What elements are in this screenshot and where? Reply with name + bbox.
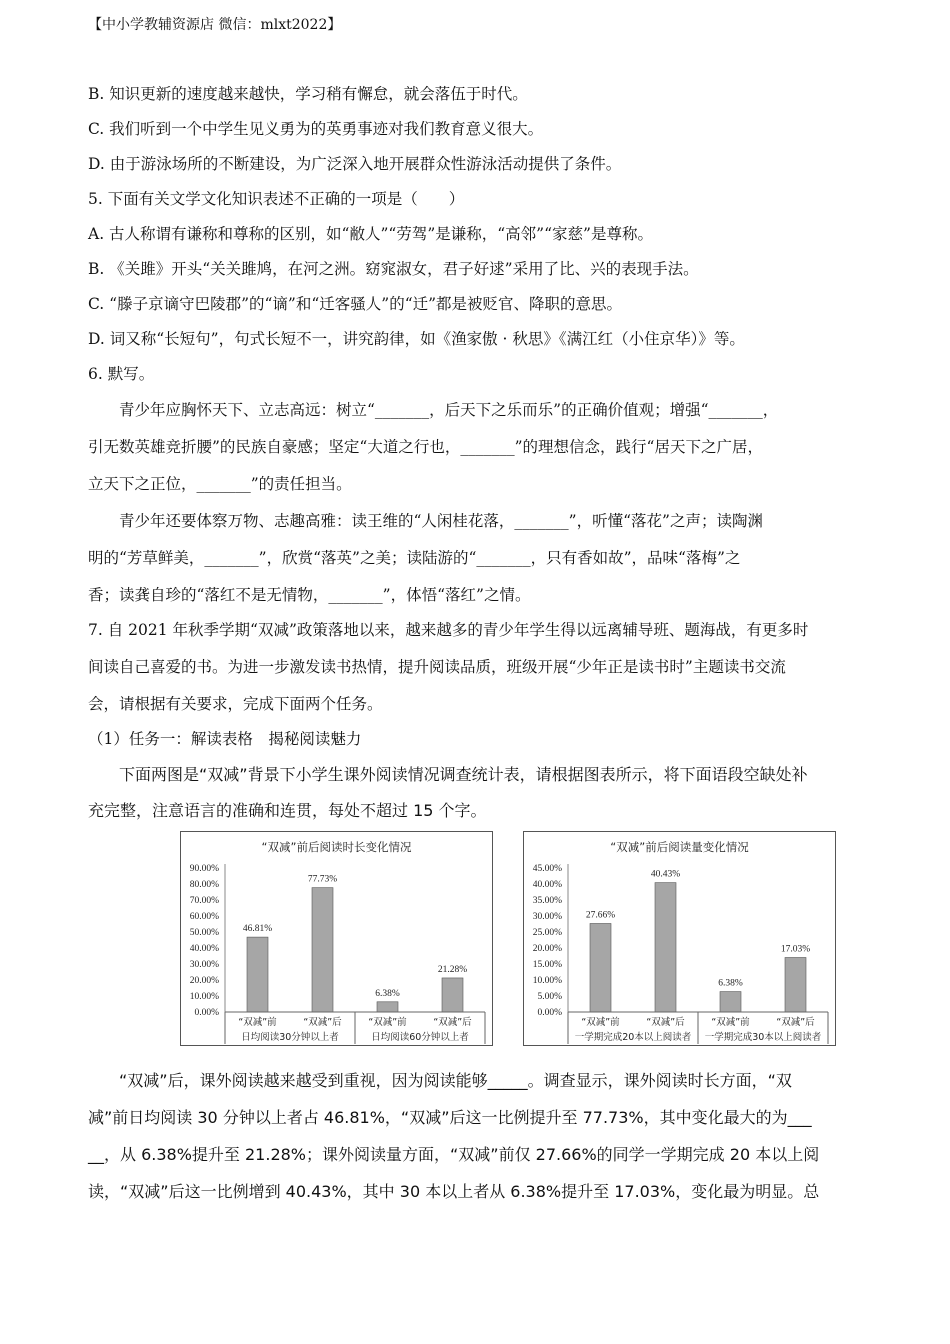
page-header: 【中小学教辅资源店 微信：mlxt2022】 [88, 17, 342, 33]
option-b-line: B. 知识更新的速度越来越快，学习稍有懈怠，就会落伍于时代。 [88, 85, 528, 103]
category-label: “双减”后 [303, 1017, 342, 1028]
category-label: “双减”后 [776, 1017, 815, 1028]
para-line4: 读，“双减”后这一比例增到 40.43%，其中 30 本以上者从 6.38%提升至 17.03%，变化最为明显。总 [88, 1182, 820, 1201]
q5-option-d: D. 词又称“长短句”，句式长短不一，讲究韵律，如《渔家傲 · 秋思》《满江红（小住京华）》等。 [88, 330, 745, 348]
bar [655, 883, 676, 1012]
y-tick-label: 5.00% [537, 992, 562, 1002]
chart-reading-volume-svg [524, 832, 835, 1045]
category-label: “双减”后 [433, 1017, 472, 1028]
y-tick-label: 25.00% [532, 928, 562, 938]
intro-line2: 充完整，注意语言的准确和连贯，每处不超过 15 个字。 [88, 801, 487, 820]
intro-line1: 下面两图是“双减”背景下小学生课外阅读情况调查统计表，请根据图表所示，将下面语段空缺处补 [119, 765, 808, 784]
q5-option-a: A. 古人称谓有谦称和尊称的区别，如“敝人”“劳驾”是谦称，“高邻”“家慈”是尊称。 [88, 225, 653, 243]
question-7-line3: 会，请根据有关要求，完成下面两个任务。 [88, 695, 383, 713]
q6-para2-line2: 明的“芳草鲜美，_______”，欣赏“落英”之美；读陆游的“_______，只有香如故”，品味“落梅”之 [88, 549, 741, 567]
q5-option-b: B. 《关雎》开头“关关雎鸠，在河之洲。窈窕淑女，君子好逑”采用了比、兴的表现手法。 [88, 260, 699, 278]
chart-reading-time-svg [181, 832, 492, 1045]
category-label: “双减”前 [581, 1017, 620, 1028]
group-label: 一学期完成30本以上阅读者 [704, 1032, 822, 1043]
y-tick-label: 30.00% [189, 960, 219, 970]
y-tick-label: 40.00% [189, 944, 219, 954]
bar [312, 888, 333, 1012]
y-tick-label: 0.00% [194, 1008, 219, 1018]
q6-para2-line3: 香；读龚自珍的“落红不是无情物，_______”，体悟“落红”之情。 [88, 586, 531, 604]
y-tick-label: 70.00% [189, 896, 219, 906]
chart-title: “双减”前后阅读时长变化情况 [261, 840, 412, 854]
y-tick-label: 10.00% [532, 976, 562, 986]
group-label: 日均阅读60分钟以上者 [371, 1032, 469, 1043]
chart-reading-volume [523, 831, 836, 1046]
category-label: “双减”后 [646, 1017, 685, 1028]
y-tick-label: 45.00% [532, 864, 562, 874]
y-tick-label: 0.00% [537, 1008, 562, 1018]
bar [590, 923, 611, 1012]
group-label: 一学期完成20本以上阅读者 [574, 1032, 692, 1043]
question-7-line2: 间读自己喜爱的书。为进一步激发读书热情，提升阅读品质，班级开展“少年正是读书时”主题读书交流 [88, 658, 786, 676]
question-6-title: 6. 默写。 [88, 365, 155, 383]
data-label: 77.73% [307, 874, 338, 885]
bar [247, 937, 268, 1012]
data-label: 6.38% [375, 988, 400, 999]
y-tick-label: 20.00% [189, 976, 219, 986]
y-tick-label: 35.00% [532, 896, 562, 906]
question-5-title: 5. 下面有关文学文化知识表述不正确的一项是（ ） [88, 190, 465, 208]
q5-option-c: C. “滕子京谪守巴陵郡”的“谪”和“迁客骚人”的“迁”都是被贬官、降职的意思。 [88, 295, 623, 313]
y-tick-label: 20.00% [532, 944, 562, 954]
bar [785, 958, 806, 1012]
y-tick-label: 10.00% [189, 992, 219, 1002]
data-label: 46.81% [242, 924, 273, 935]
data-label: 17.03% [780, 944, 811, 955]
question-7-line1: 7. 自 2021 年秋季学期“双减”政策落地以来，越来越多的青少年学生得以远离辅导班、题海战，有更多时 [88, 621, 809, 639]
data-label: 40.43% [650, 869, 681, 880]
category-label: “双减”前 [711, 1017, 750, 1028]
bar [377, 1002, 398, 1012]
y-tick-label: 50.00% [189, 928, 219, 938]
q6-para1-line1: 青少年应胸怀天下、立志高远：树立“_______，后天下之乐而乐”的正确价值观；增强“_______， [119, 401, 779, 419]
y-tick-label: 80.00% [189, 880, 219, 890]
group-label: 日均阅读30分钟以上者 [241, 1032, 339, 1043]
data-label: 27.66% [585, 910, 616, 921]
para-line3: __，从 6.38%提升至 21.28%；课外阅读量方面，“双减”前仅 27.66%的同学一学期完成 20 本以上阅 [88, 1145, 820, 1164]
q6-para1-line2: 引无数英雄竞折腰”的民族自豪感；坚定“大道之行也，_______”的理想信念，践行“居天下之广居， [88, 438, 763, 456]
task-1-title: （1）任务一：解读表格 揭秘阅读魅力 [88, 730, 362, 748]
y-tick-label: 15.00% [532, 960, 562, 970]
y-tick-label: 40.00% [532, 880, 562, 890]
chart-title: “双减”前后阅读量变化情况 [610, 840, 749, 854]
data-label: 21.28% [437, 964, 468, 975]
option-d-line: D. 由于游泳场所的不断建设，为广泛深入地开展群众性游泳活动提供了条件。 [88, 155, 622, 173]
y-tick-label: 60.00% [189, 912, 219, 922]
q6-para1-line3: 立天下之正位，_______”的责任担当。 [88, 475, 352, 493]
bar [442, 978, 463, 1012]
y-tick-label: 90.00% [189, 864, 219, 874]
option-c-line: C. 我们听到一个中学生见义勇为的英勇事迹对我们教育意义很大。 [88, 120, 544, 138]
data-label: 6.38% [718, 978, 743, 989]
q6-para2-line1: 青少年还要体察万物、志趣高雅：读王维的“人闲桂花落，_______”，听懂“落花”之声；读陶渊 [119, 512, 763, 530]
category-label: “双减”前 [238, 1017, 277, 1028]
y-tick-label: 30.00% [532, 912, 562, 922]
chart-reading-time [180, 831, 493, 1046]
category-label: “双减”前 [368, 1017, 407, 1028]
bar [720, 992, 741, 1012]
para-line1: “双减”后，课外阅读越来越受到重视，因为阅读能够_____。调查显示，课外阅读时长方面，“双 [119, 1071, 792, 1090]
para-line2: 减”前日均阅读 30 分钟以上者占 46.81%，“双减”后这一比例提升至 77.73%，其中变化最大的为___ [88, 1108, 812, 1127]
